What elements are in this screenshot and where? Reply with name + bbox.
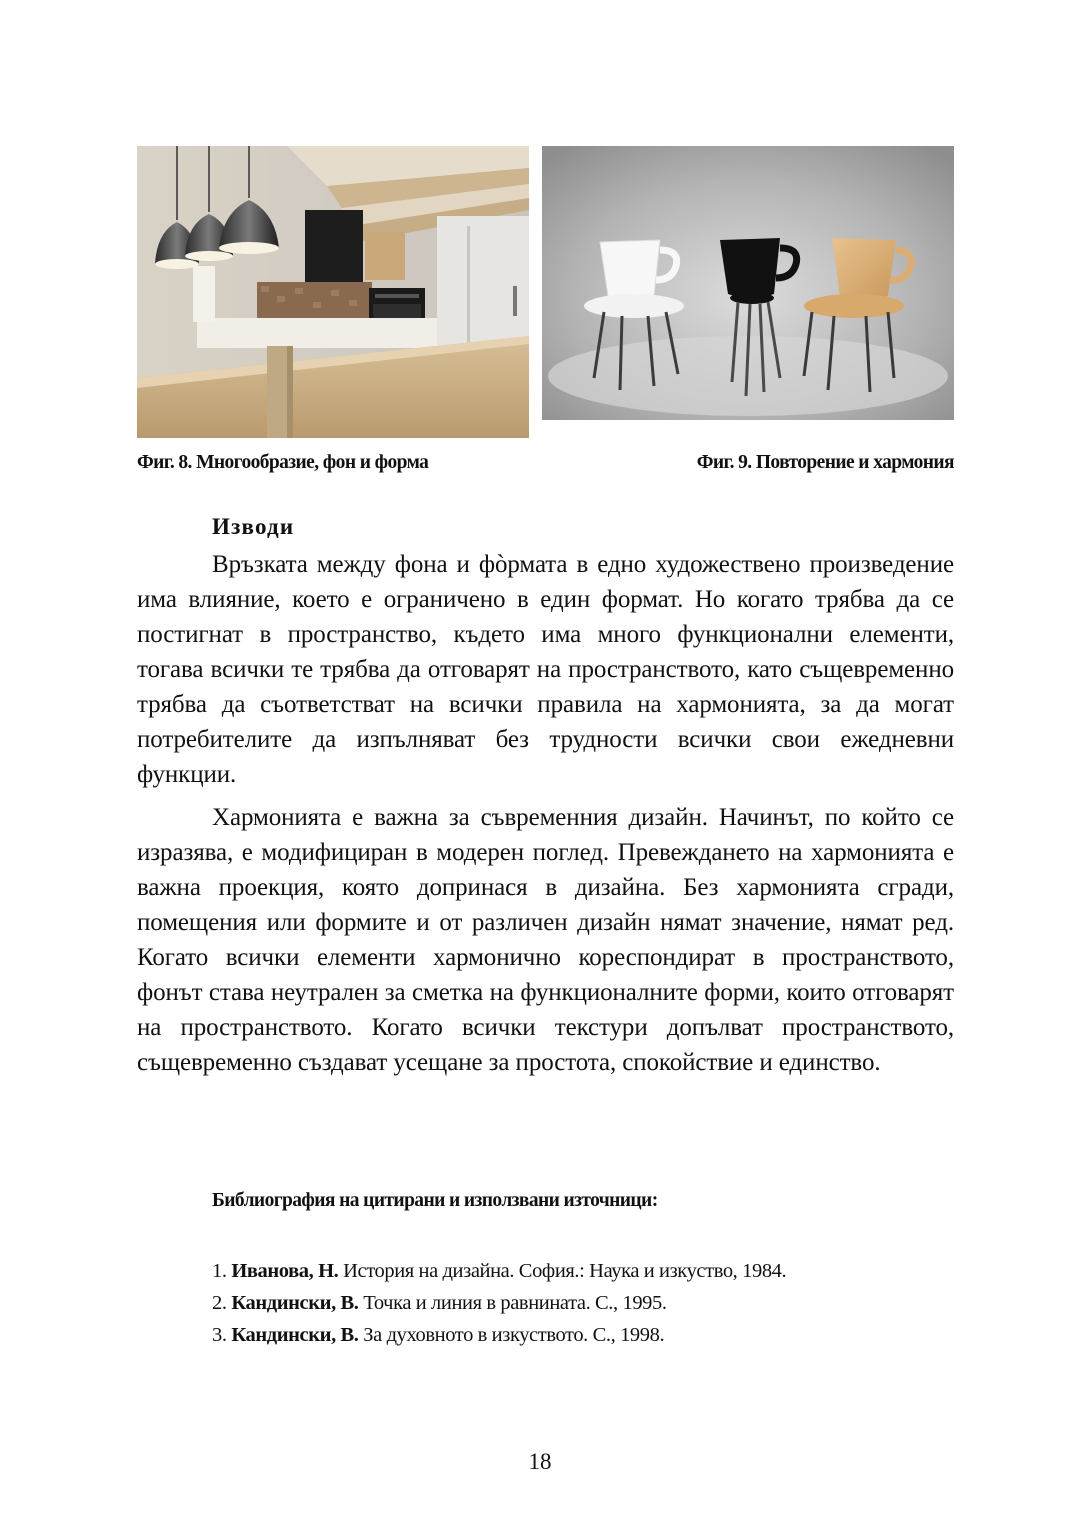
figure-8-kitchen-image bbox=[137, 146, 529, 438]
bibliography-item-author: Иванова, Н. bbox=[231, 1260, 339, 1282]
bibliography-item-number: 1. bbox=[212, 1260, 227, 1282]
figure-8-caption: Фиг. 8. Многообразие, фон и форма bbox=[137, 452, 429, 473]
figure-9-chairs-image bbox=[542, 146, 954, 420]
bibliography-item-number: 3. bbox=[212, 1324, 227, 1346]
section-heading: Изводи bbox=[212, 514, 295, 539]
bibliography-item bbox=[212, 1255, 786, 1287]
body-paragraph-1: Връзката между фона и фòрмата в едно художествено произведение има влияние, което е ограничено в един формат. Но когато трябва да се постигнат в пространство, където има много функционални елементи, тогава всички те трябва да отговарят на пространството, като същевременно трябва да съответстват на всички правила на хармонията, за да могат потребителите да изпълняват без трудности всички свои ежедневни функции. bbox=[137, 551, 954, 788]
bibliography-item bbox=[212, 1287, 786, 1319]
bibliography-item-number: 2. bbox=[212, 1292, 227, 1314]
body-paragraph-2: Хармонията е важна за съвременния дизайн. Начинът, по който се изразява, е модифициран в модерен поглед. Превеждането на хармонията е важна проекция, която допринася в дизайна. Без хармонията сгради, помещения или формите и от различен дизайн нямат значение, нямат ред. Когато всички елементи хармонично кореспондират в пространството, фонът става неутрален за сметка на функционалните форми, които отговарят на пространството. Когато всички текстури допълват пространството, същевременно създават усещане за простота, спокойствие и единство. bbox=[137, 804, 954, 1076]
figure-9-caption: Фиг. 9. Повторение и хармония bbox=[696, 452, 954, 473]
bibliography-item-text: История на дизайна. София.: Наука и изкуство, 1984. bbox=[343, 1260, 787, 1282]
bibliography-item-author: Кандински, В. bbox=[231, 1324, 359, 1346]
bibliography-item-text: Точка и линия в равнината. С., 1995. bbox=[363, 1292, 667, 1314]
bibliography-title: Библиография на цитирани и използвани източници: bbox=[212, 1190, 658, 1211]
bibliography-item-text: За духовното в изкуството. С., 1998. bbox=[363, 1324, 665, 1346]
bibliography-item bbox=[212, 1319, 786, 1351]
bibliography-item-author: Кандински, В. bbox=[231, 1292, 359, 1314]
page-number: 18 bbox=[528, 1449, 552, 1474]
bibliography-list bbox=[212, 1255, 786, 1351]
